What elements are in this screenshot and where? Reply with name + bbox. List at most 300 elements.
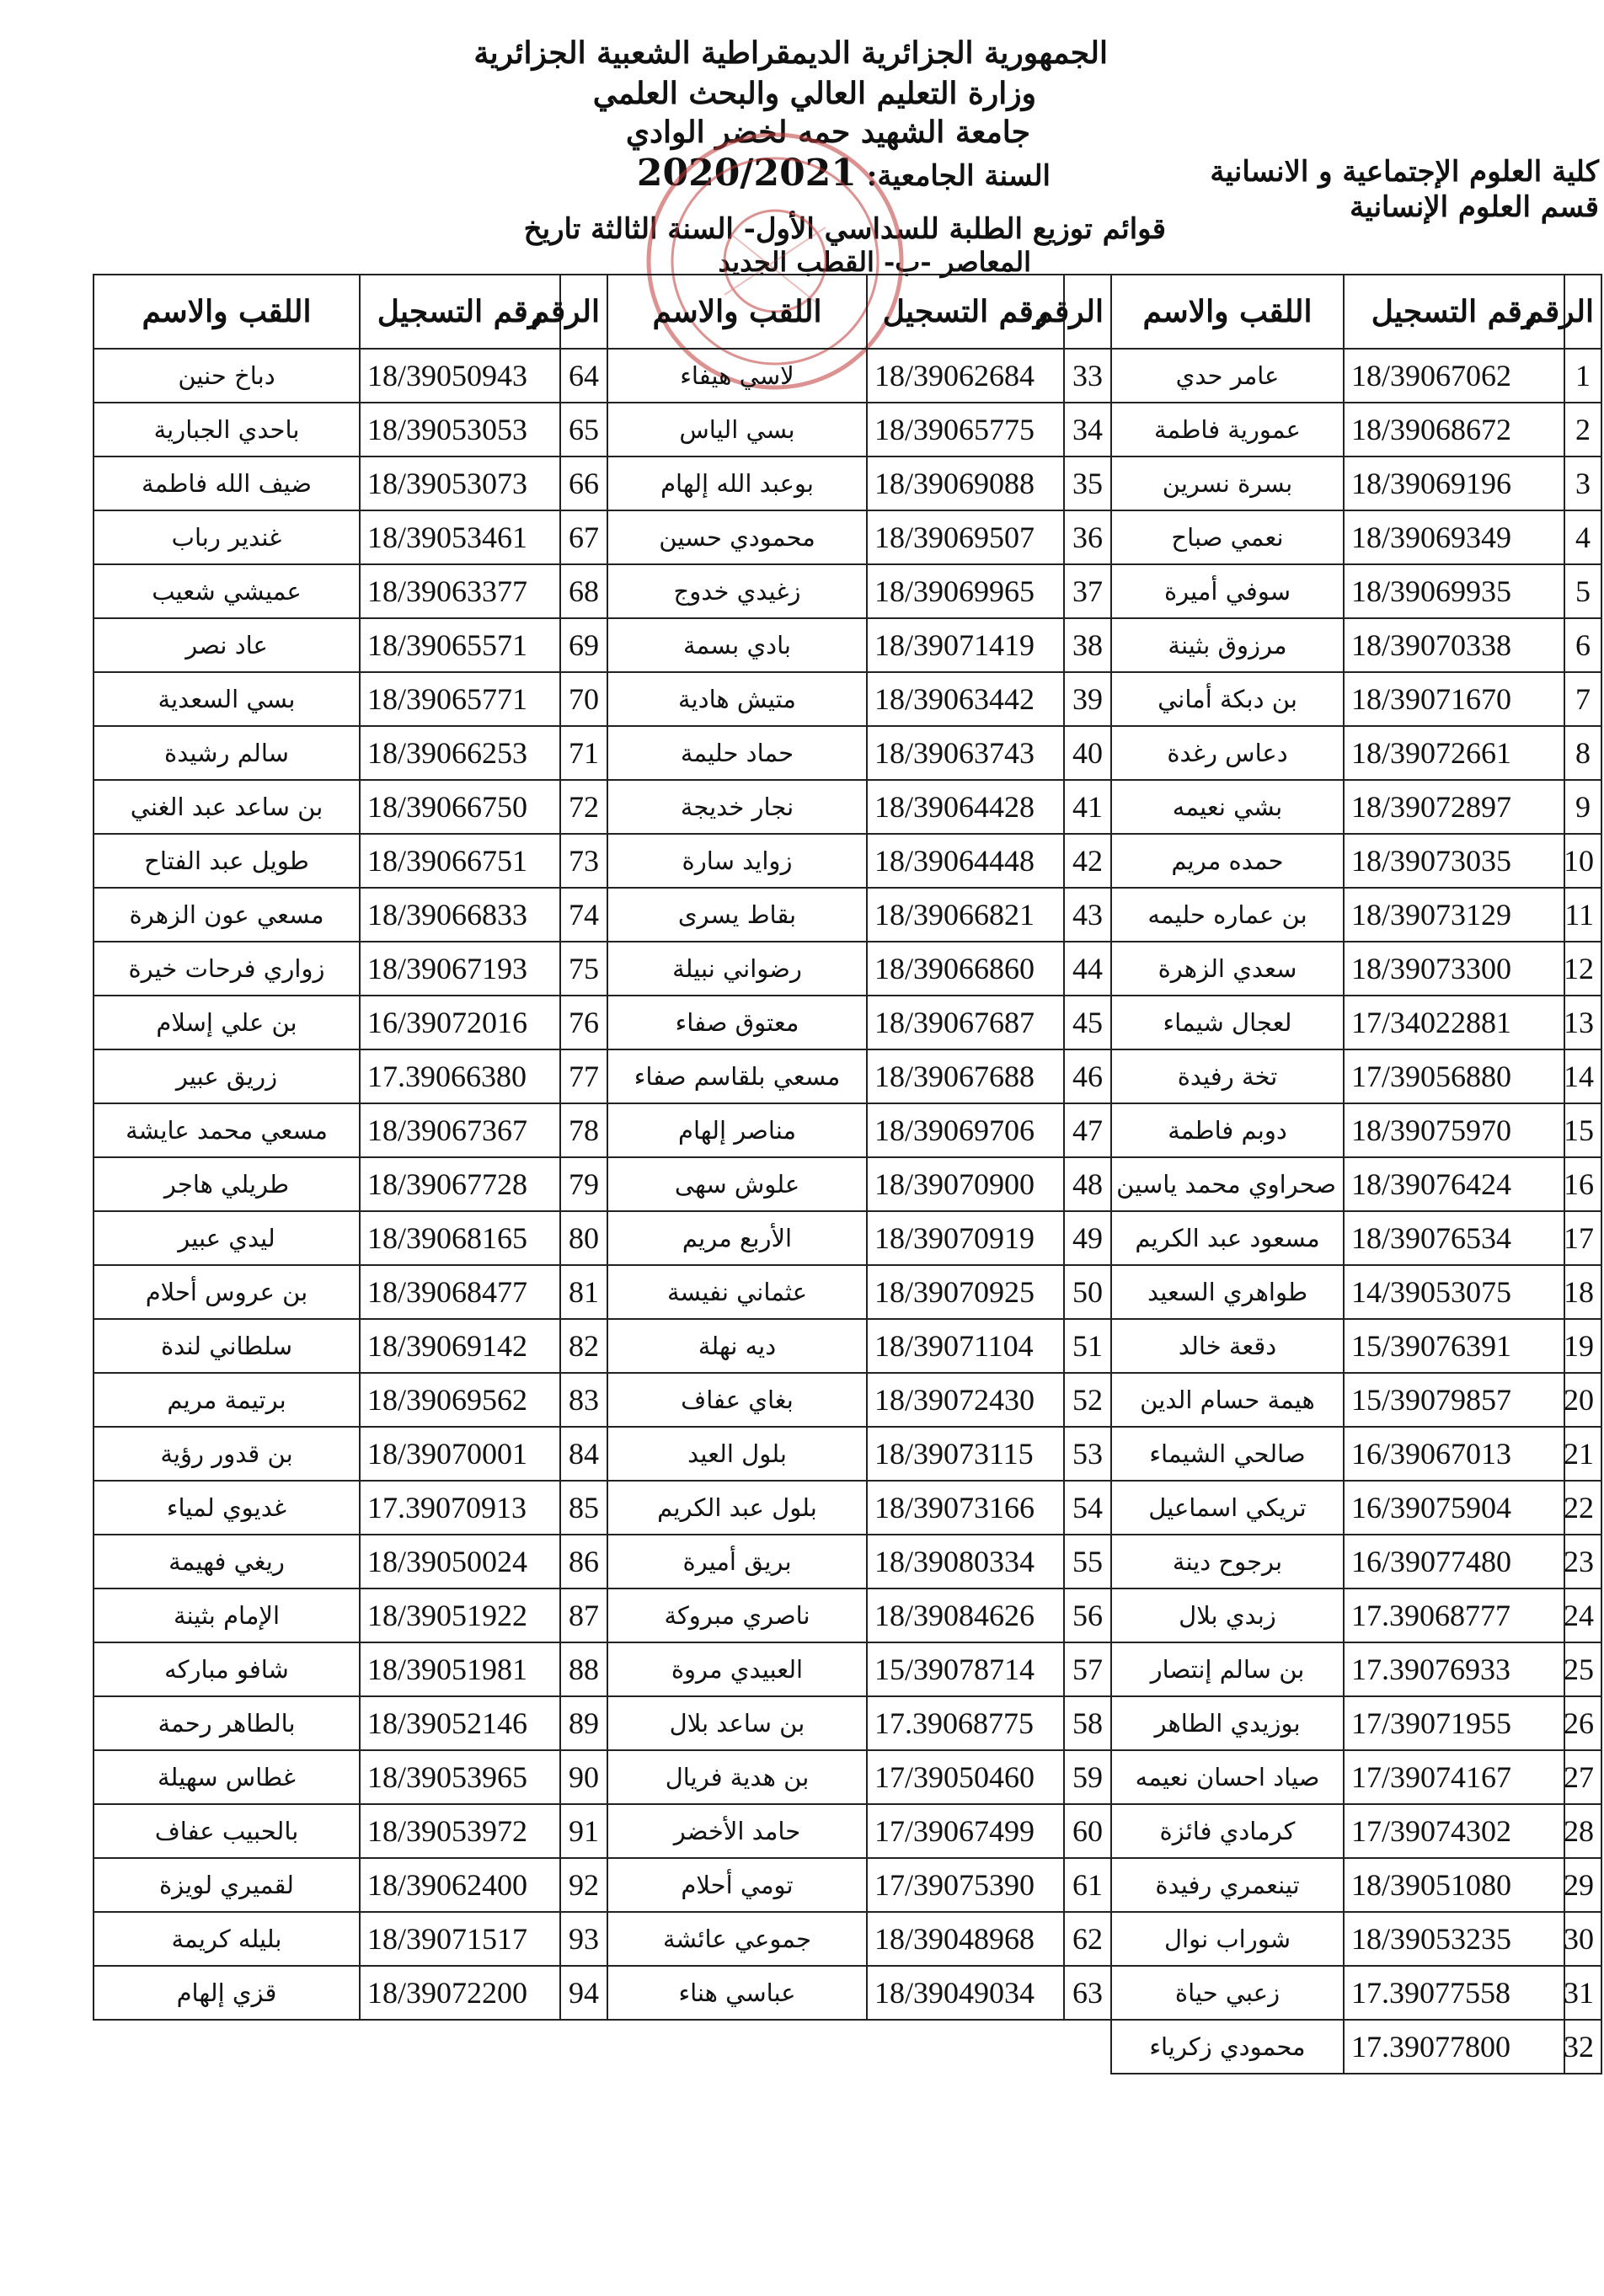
row-number: 68 [560,564,607,618]
registration-number: 17/39075390 [867,1858,1064,1912]
table-row [94,618,1601,672]
registration-number: 18/39067687 [867,996,1064,1049]
registration-number: 18/39069965 [867,564,1064,618]
student-name: بسي السعدية [94,672,360,726]
row-number: 20 [1564,1373,1601,1427]
table-row [94,1211,1601,1265]
table-row [94,403,1601,457]
row-number: 7 [1564,672,1601,726]
student-name: مسعود عبد الكريم [1111,1211,1344,1265]
student-name: شوراب نوال [1111,1912,1344,1966]
registration-number: 18/39062684 [867,349,1064,403]
row-number: 14 [1564,1049,1601,1103]
row-number: 56 [1064,1589,1111,1642]
registration-number: 18/39071419 [867,618,1064,672]
registration-number: 18/39067688 [867,1049,1064,1103]
registration-number: 18/39069935 [1344,564,1564,618]
student-name: بوعبد الله إلهام [607,457,867,510]
table-row [94,1535,1601,1589]
table-row [94,1049,1601,1103]
row-number: 19 [1564,1319,1601,1373]
republic-line: الجمهورية الجزائرية الديمقراطية الشعبية الجزائرية [473,35,1108,71]
row-number: 21 [1564,1427,1601,1481]
row-number: 54 [1064,1481,1111,1535]
row-number: 15 [1564,1103,1601,1157]
row-number: 22 [1564,1481,1601,1535]
row-number: 26 [1564,1696,1601,1750]
row-number: 64 [560,349,607,403]
student-name: صياد احسان نعيمه [1111,1750,1344,1804]
registration-number: 17.39077558 [1344,1966,1564,2020]
student-name: غديوي لمياء [94,1481,360,1535]
student-name: ضيف الله فاطمة [94,457,360,510]
student-name: بوزيدي الطاهر [1111,1696,1344,1750]
table-row [94,2020,1601,2074]
student-name: تخة رفيدة [1111,1049,1344,1103]
student-name: عميشي شعيب [94,564,360,618]
row-number: 28 [1564,1804,1601,1858]
row-number: 60 [1064,1804,1111,1858]
table-row [94,726,1601,780]
header-name: اللقب والاسم [607,275,867,349]
row-number: 25 [1564,1642,1601,1696]
row-number: 81 [560,1265,607,1319]
row-number: 30 [1564,1912,1601,1966]
registration-number: 18/39064448 [867,834,1064,888]
registration-number: 18/39072661 [1344,726,1564,780]
row-number: 18 [1564,1265,1601,1319]
registration-number: 18/39066860 [867,942,1064,996]
registration-number: 18/39070900 [867,1157,1064,1211]
header-name: اللقب والاسم [94,275,360,349]
table-header-row [94,275,1601,349]
row-number: 32 [1564,2020,1601,2074]
row-number: 43 [1064,888,1111,942]
row-number: 16 [1564,1157,1601,1211]
table-row [94,1265,1601,1319]
table-row [94,349,1601,403]
student-name: بقاط يسرى [607,888,867,942]
academic-year-label: السنة الجامعية: [866,159,1051,193]
student-name: عاد نصر [94,618,360,672]
student-name: بادي بسمة [607,618,867,672]
registration-number: 18/39063442 [867,672,1064,726]
registration-number: 18/39080334 [867,1535,1064,1589]
registration-number: 18/39068477 [360,1265,560,1319]
student-name: بن دبكة أماني [1111,672,1344,726]
table-row [94,564,1601,618]
table-row [94,1319,1601,1373]
table-row [94,1750,1601,1804]
student-name: سلطاني لندة [94,1319,360,1373]
student-name: غندير رباب [94,510,360,564]
row-number: 13 [1564,996,1601,1049]
row-number: 59 [1064,1750,1111,1804]
registration-number: 17/39050460 [867,1750,1064,1804]
registration-number: 18/39072897 [1344,780,1564,834]
registration-number: 18/39062400 [360,1858,560,1912]
row-number: 65 [560,403,607,457]
row-number: 44 [1064,942,1111,996]
table-row [94,1589,1601,1642]
registration-number: 18/39069562 [360,1373,560,1427]
registration-number: 14/39053075 [1344,1265,1564,1319]
student-name: بن عروس أحلام [94,1265,360,1319]
student-name: معتوق صفاء [607,996,867,1049]
table-row [94,1912,1601,1966]
student-name: عامر حدي [1111,349,1344,403]
student-name: شافو مباركه [94,1642,360,1696]
list-title-line1: قوائم توزيع الطلبة للسداسي الأول- السنة الثالثة تاريخ [523,212,1166,246]
student-name: كرمادي فائزة [1111,1804,1344,1858]
row-number: 6 [1564,618,1601,672]
header-reg: رقم التسجيل [1344,275,1564,349]
row-number: 76 [560,996,607,1049]
registration-number: 18/39065571 [360,618,560,672]
registration-number: 18/39069507 [867,510,1064,564]
student-name: ريغي فهيمة [94,1535,360,1589]
row-number: 71 [560,726,607,780]
row-number: 17 [1564,1211,1601,1265]
document-header [0,25,1604,278]
header-num: الرقم [1064,275,1111,349]
row-number: 35 [1064,457,1111,510]
student-name: بسرة نسرين [1111,457,1344,510]
registration-number: 18/39053461 [360,510,560,564]
registration-number: 18/39067728 [360,1157,560,1211]
registration-number: 18/39049034 [867,1966,1064,2020]
row-number: 70 [560,672,607,726]
student-name: بليله كريمة [94,1912,360,1966]
student-name: صحراوي محمد ياسين [1111,1157,1344,1211]
row-number: 49 [1064,1211,1111,1265]
table-row [94,780,1601,834]
student-name: سعدي الزهرة [1111,942,1344,996]
table-row [94,1966,1601,2020]
registration-number: 18/39068672 [1344,403,1564,457]
table-row [94,1427,1601,1481]
registration-number: 17/39071955 [1344,1696,1564,1750]
student-name: دقعة خالد [1111,1319,1344,1373]
row-number: 38 [1064,618,1111,672]
student-name: حامد الأخضر [607,1804,867,1858]
row-number: 73 [560,834,607,888]
registration-number: 18/39053965 [360,1750,560,1804]
registration-number: 18/39076534 [1344,1211,1564,1265]
student-name: مسعي بلقاسم صفاء [607,1049,867,1103]
row-number: 79 [560,1157,607,1211]
registration-number: 17.39076933 [1344,1642,1564,1696]
student-name: زعبي حياة [1111,1966,1344,2020]
table-row [94,510,1601,564]
row-number: 52 [1064,1373,1111,1427]
row-number: 2 [1564,403,1601,457]
registration-number: 18/39067367 [360,1103,560,1157]
student-name: عثماني نفيسة [607,1265,867,1319]
row-number: 83 [560,1373,607,1427]
registration-number: 18/39063743 [867,726,1064,780]
empty-cell [607,2020,867,2074]
registration-number: 18/39071517 [360,1912,560,1966]
table-row [94,1696,1601,1750]
student-name: محمودي زكرياء [1111,2020,1344,2074]
registration-number: 17.39066380 [360,1049,560,1103]
student-name: غطاس سهيلة [94,1750,360,1804]
list-title-line2: المعاصر -ب- القطب الجديد [718,246,1031,278]
registration-number: 18/39066833 [360,888,560,942]
row-number: 67 [560,510,607,564]
registration-number: 17.39077800 [1344,2020,1564,2074]
university-line: جامعة الشهيد حمه لخضر الوادي [625,115,1030,150]
student-name: دعاس رغدة [1111,726,1344,780]
row-number: 74 [560,888,607,942]
empty-cell [867,2020,1064,2074]
row-number: 88 [560,1642,607,1696]
student-name: برجوح دينة [1111,1535,1344,1589]
registration-number: 18/39076424 [1344,1157,1564,1211]
row-number: 4 [1564,510,1601,564]
row-number: 86 [560,1535,607,1589]
empty-cell [360,2020,560,2074]
row-number: 41 [1064,780,1111,834]
row-number: 69 [560,618,607,672]
registration-number: 18/39070919 [867,1211,1064,1265]
student-name: الإمام بثينة [94,1589,360,1642]
student-name: تومي أحلام [607,1858,867,1912]
student-name: باحدي الجبارية [94,403,360,457]
empty-cell [1064,2020,1111,2074]
row-number: 31 [1564,1966,1601,2020]
registration-number: 17.39070913 [360,1481,560,1535]
student-name: متيش هادية [607,672,867,726]
table-row [94,1804,1601,1858]
student-name: برتيمة مريم [94,1373,360,1427]
student-name: محمودي حسين [607,510,867,564]
student-name: بن قدور رؤية [94,1427,360,1481]
registration-number: 18/39073166 [867,1481,1064,1535]
row-number: 77 [560,1049,607,1103]
student-name: تينعمري رفيدة [1111,1858,1344,1912]
student-name: هيمة حسام الدين [1111,1373,1344,1427]
row-number: 45 [1064,996,1111,1049]
registration-number: 18/39069706 [867,1103,1064,1157]
student-name: ديه نهلة [607,1319,867,1373]
registration-number: 18/39050024 [360,1535,560,1589]
row-number: 36 [1064,510,1111,564]
registration-number: 18/39065771 [360,672,560,726]
row-number: 42 [1064,834,1111,888]
row-number: 63 [1064,1966,1111,2020]
row-number: 89 [560,1696,607,1750]
registration-number: 18/39051080 [1344,1858,1564,1912]
registration-number: 18/39066750 [360,780,560,834]
registration-number: 18/39066821 [867,888,1064,942]
registration-number: 18/39051981 [360,1642,560,1696]
row-number: 40 [1064,726,1111,780]
student-name: بن ساعد عبد الغني [94,780,360,834]
student-name: لقميري لويزة [94,1858,360,1912]
empty-cell [94,2020,360,2074]
row-number: 33 [1064,349,1111,403]
row-number: 9 [1564,780,1601,834]
table-row [94,834,1601,888]
student-name: دوبم فاطمة [1111,1103,1344,1157]
registration-number: 18/39069142 [360,1319,560,1373]
registration-number: 18/39067193 [360,942,560,996]
row-number: 46 [1064,1049,1111,1103]
table-row [94,996,1601,1049]
student-name: دباخ حنين [94,349,360,403]
row-number: 94 [560,1966,607,2020]
faculty-line: كلية العلوم الإجتماعية و الانسانية [1210,155,1599,189]
table-row [94,1481,1601,1535]
header-num: الرقم [1564,275,1601,349]
row-number: 90 [560,1750,607,1804]
registration-number: 18/39050943 [360,349,560,403]
registration-number: 18/39071104 [867,1319,1064,1373]
registration-number: 18/39069349 [1344,510,1564,564]
table-row [94,1373,1601,1427]
student-name: بلول العيد [607,1427,867,1481]
student-name: الأربع مريم [607,1211,867,1265]
student-name: بن ساعد بلال [607,1696,867,1750]
registration-number: 18/39067062 [1344,349,1564,403]
header-name: اللقب والاسم [1111,275,1344,349]
registration-number: 17/39067499 [867,1804,1064,1858]
academic-year [637,152,1051,195]
table-row [94,1103,1601,1157]
row-number: 53 [1064,1427,1111,1481]
row-number: 93 [560,1912,607,1966]
registration-number: 18/39053235 [1344,1912,1564,1966]
student-name: لعجال شيماء [1111,996,1344,1049]
student-distribution-table [93,274,1602,2074]
row-number: 85 [560,1481,607,1535]
registration-number: 18/39072200 [360,1966,560,2020]
student-name: بغاي عفاف [607,1373,867,1427]
row-number: 48 [1064,1157,1111,1211]
registration-number: 18/39051922 [360,1589,560,1642]
student-name: طواهري السعيد [1111,1265,1344,1319]
registration-number: 17.39068775 [867,1696,1064,1750]
row-number: 57 [1064,1642,1111,1696]
student-name: سوفي أميرة [1111,564,1344,618]
row-number: 50 [1064,1265,1111,1319]
ministry-line: وزارة التعليم العالي والبحث العلمي [592,76,1036,111]
registration-number: 18/39063377 [360,564,560,618]
row-number: 12 [1564,942,1601,996]
registration-number: 17/39056880 [1344,1049,1564,1103]
row-number: 23 [1564,1535,1601,1589]
student-name: بشي نعيمه [1111,780,1344,834]
table-row [94,1642,1601,1696]
table-row [94,672,1601,726]
student-name: مرزوق بثينة [1111,618,1344,672]
student-name: بسي الياس [607,403,867,457]
row-number: 58 [1064,1696,1111,1750]
academic-year-value: 2020/2021 [636,152,857,195]
student-name: زواري فرحات خيرة [94,942,360,996]
student-name: بالطاهر رحمة [94,1696,360,1750]
table-row [94,1157,1601,1211]
row-number: 11 [1564,888,1601,942]
registration-number: 18/39065775 [867,403,1064,457]
registration-number: 18/39066253 [360,726,560,780]
student-name: رضواني نبيلة [607,942,867,996]
registration-number: 16/39072016 [360,996,560,1049]
registration-number: 18/39071670 [1344,672,1564,726]
student-name: زبدي بلال [1111,1589,1344,1642]
registration-number: 18/39069088 [867,457,1064,510]
student-name: علوش سهى [607,1157,867,1211]
row-number: 5 [1564,564,1601,618]
row-number: 92 [560,1858,607,1912]
student-name: طريلي هاجر [94,1157,360,1211]
registration-number: 18/39073035 [1344,834,1564,888]
row-number: 34 [1064,403,1111,457]
header-num: الرقم [560,275,607,349]
student-name: مسعي محمد عايشة [94,1103,360,1157]
row-number: 75 [560,942,607,996]
registration-number: 17/34022881 [1344,996,1564,1049]
row-number: 55 [1064,1535,1111,1589]
row-number: 62 [1064,1912,1111,1966]
row-number: 37 [1064,564,1111,618]
registration-number: 16/39075904 [1344,1481,1564,1535]
row-number: 91 [560,1804,607,1858]
row-number: 39 [1064,672,1111,726]
student-name: نعمي صباح [1111,510,1344,564]
header-reg: رقم التسجيل [360,275,560,349]
registration-number: 18/39073129 [1344,888,1564,942]
student-name: بالحبيب عفاف [94,1804,360,1858]
student-name: قزي إلهام [94,1966,360,2020]
student-name: حمده مريم [1111,834,1344,888]
student-name: حماد حليمة [607,726,867,780]
student-name: مناصر إلهام [607,1103,867,1157]
table-row [94,942,1601,996]
registration-number: 18/39048968 [867,1912,1064,1966]
registration-number: 15/39079857 [1344,1373,1564,1427]
registration-number: 17.39068777 [1344,1589,1564,1642]
registration-number: 18/39053053 [360,403,560,457]
registration-number: 18/39068165 [360,1211,560,1265]
row-number: 84 [560,1427,607,1481]
student-name: بن سالم إنتصار [1111,1642,1344,1696]
registration-number: 18/39053073 [360,457,560,510]
row-number: 72 [560,780,607,834]
registration-number: 18/39052146 [360,1696,560,1750]
row-number: 51 [1064,1319,1111,1373]
student-name: تريكي اسماعيل [1111,1481,1344,1535]
department-line: قسم العلوم الإنسانية [1350,190,1599,224]
registration-number: 18/39070001 [360,1427,560,1481]
header-reg: رقم التسجيل [867,275,1064,349]
row-number: 80 [560,1211,607,1265]
student-name: صالحي الشيماء [1111,1427,1344,1481]
row-number: 27 [1564,1750,1601,1804]
row-number: 24 [1564,1589,1601,1642]
row-number: 1 [1564,349,1601,403]
registration-number: 18/39084626 [867,1589,1064,1642]
row-number: 29 [1564,1858,1601,1912]
student-name: ناصري مبروكة [607,1589,867,1642]
student-name: عمورية فاطمة [1111,403,1344,457]
row-number: 61 [1064,1858,1111,1912]
registration-number: 18/39064428 [867,780,1064,834]
registration-number: 18/39069196 [1344,457,1564,510]
registration-number: 15/39076391 [1344,1319,1564,1373]
